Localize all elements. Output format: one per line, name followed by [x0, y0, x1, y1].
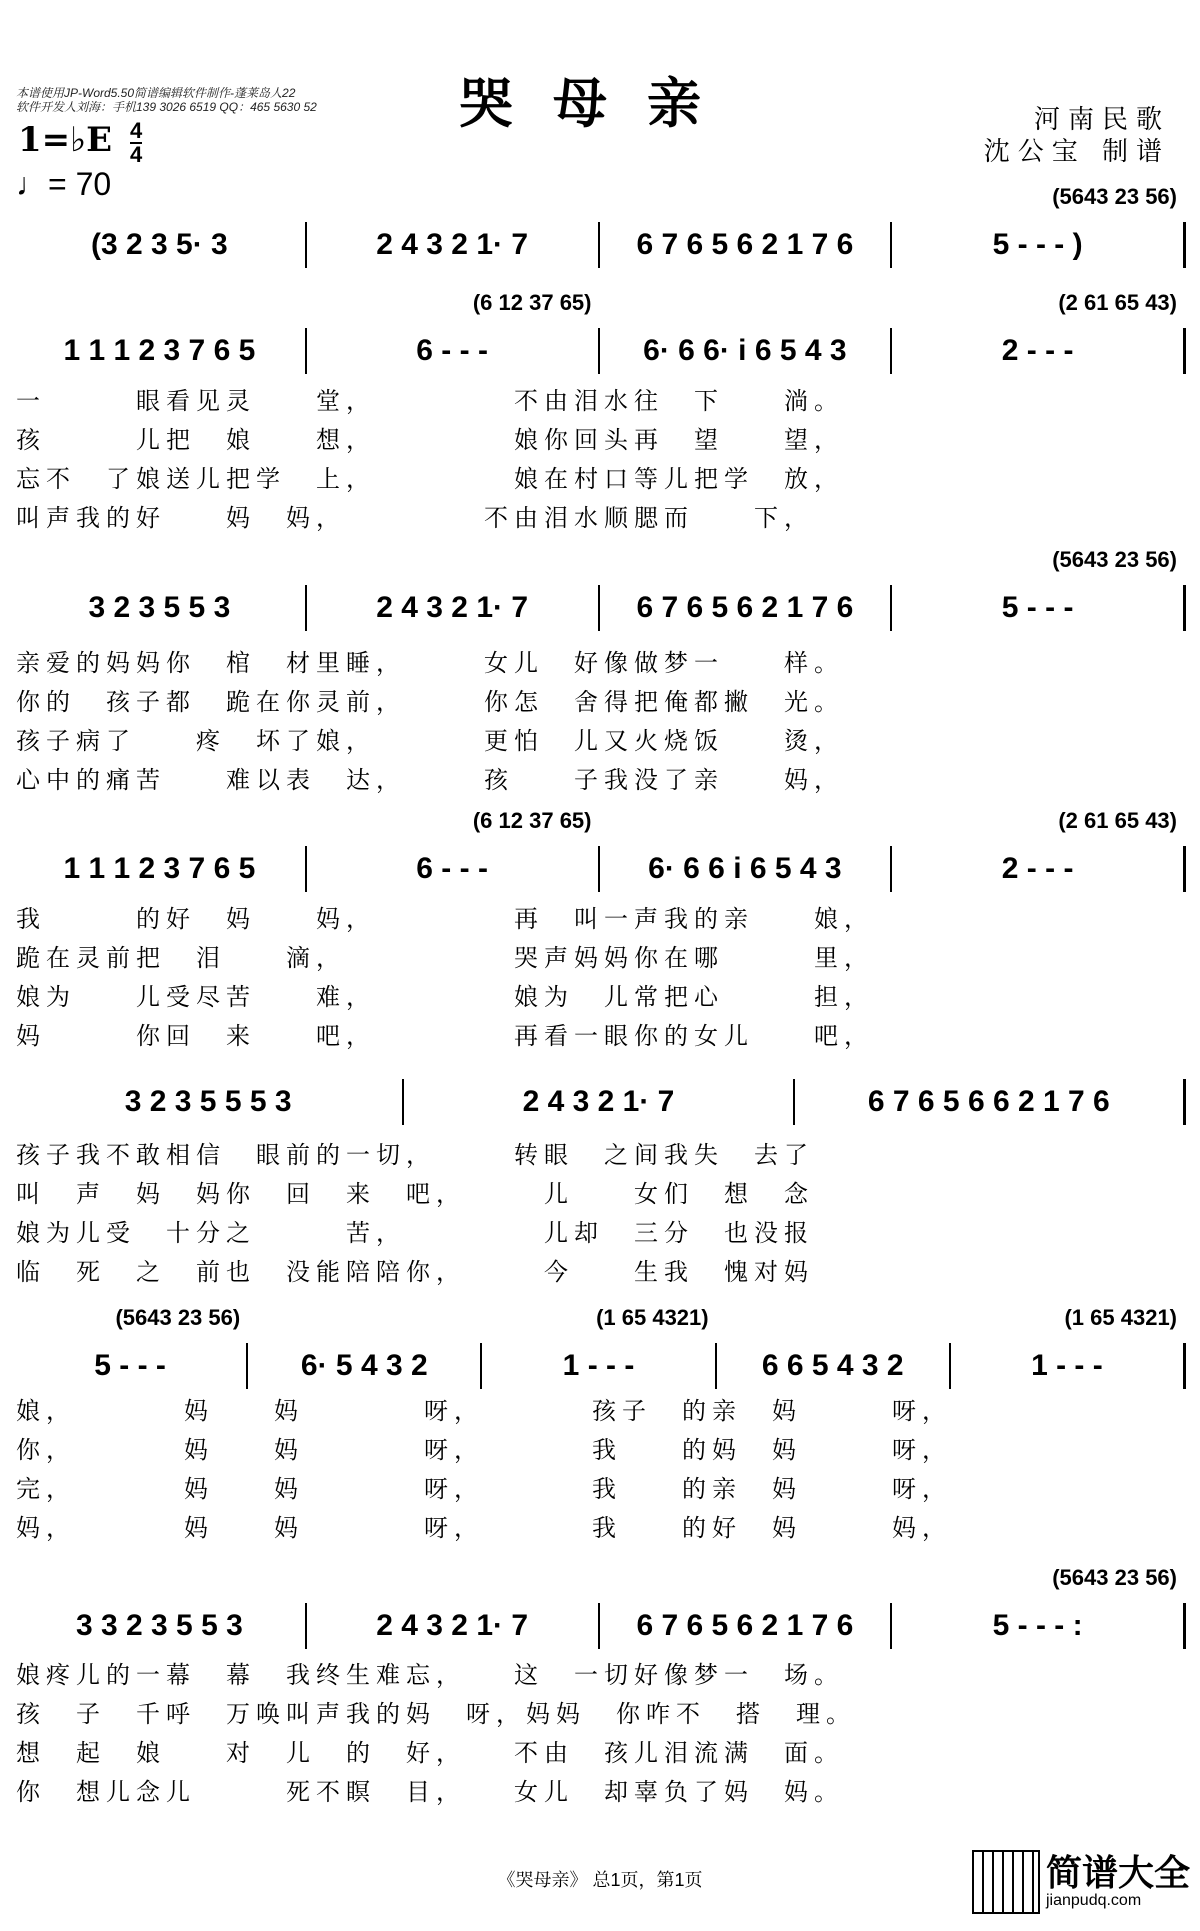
measure	[892, 808, 1186, 892]
credit-line: 软件开发人刘海：手机139 3026 6519 QQ：465 5630 52	[16, 100, 317, 114]
lyric-line-verse-3: 娘为 儿受尽苦 难， 娘为 儿常把心 担，	[16, 983, 874, 1011]
measure-notes: 1 - - -	[1031, 1349, 1103, 1382]
measure	[892, 290, 1186, 374]
measure	[307, 1603, 600, 1649]
lyric-line-verse-3: 忘不 了娘送儿把学 上， 娘在村口等儿把学 放，	[16, 465, 844, 493]
measure-notes: 1 - - -	[562, 1349, 635, 1382]
interlude-notes: (6 12 37 65)	[472, 290, 592, 315]
measure-notes: 6· 6 6· i 6 5 4 3	[643, 334, 847, 367]
interlude-notes: (5643 23 56)	[1052, 184, 1177, 209]
measure	[600, 846, 893, 892]
arranger: 沈公宝 制谱	[983, 137, 1170, 167]
interlude-notes: (6 12 37 65)	[472, 808, 592, 833]
measure	[248, 1343, 482, 1389]
measure-notes: 6· 5 4 3 2	[300, 1349, 428, 1382]
staff-system	[14, 1305, 1186, 1389]
measure-notes: 5 - - - :	[992, 1609, 1083, 1642]
interlude-notes: (1 65 4321)	[1064, 1305, 1178, 1330]
interlude-notes: (5643 23 56)	[115, 1305, 241, 1330]
lyric-line-verse-4: 心中的痛苦 难以表 达， 孩 子我没了亲 妈，	[16, 766, 844, 794]
tempo-marking: ♩= 70	[16, 166, 112, 202]
measure-notes: 5 - - - )	[992, 228, 1083, 261]
song-origin	[984, 104, 1170, 168]
measure	[717, 1343, 951, 1389]
measure	[600, 328, 893, 374]
measure	[14, 1079, 404, 1125]
lyric-line-verse-3: 想 起 娘 对 儿 的 好， 不由 孩儿泪流满 面。	[16, 1739, 844, 1767]
measure	[482, 1305, 716, 1389]
meter-top: 4	[130, 118, 143, 143]
measure	[795, 1079, 1186, 1125]
meter-bottom: 4	[130, 142, 143, 167]
logo-name: 简谱大全	[1045, 1852, 1190, 1893]
measure-notes: 6 6 5 4 3 2	[761, 1349, 904, 1382]
measure-notes: 2 - - -	[1001, 334, 1074, 367]
staff-system	[14, 290, 1186, 374]
site-logo	[972, 1850, 1190, 1914]
lyric-line-verse-3: 孩子病了 疼 坏了娘， 更怕 儿又火烧饭 烫，	[16, 727, 844, 755]
lyric-line-verse-4: 妈 你回 来 吧， 再看一眼你的女儿 吧，	[16, 1022, 874, 1050]
staff-system	[14, 547, 1186, 631]
interlude-notes: (2 61 65 43)	[1058, 808, 1177, 833]
measure	[951, 1305, 1186, 1389]
lyric-line-verse-1: 娘， 妈 妈 呀， 孩子 的亲 妈 呀，	[16, 1397, 952, 1425]
measure-notes: 6 7 6 5 6 6 2 1 7 6	[867, 1085, 1110, 1118]
lyric-line-verse-4: 妈， 妈 妈 呀， 我 的好 妈 妈，	[16, 1514, 952, 1542]
measure-notes: 3 3 2 3 5 5 3	[75, 1609, 243, 1642]
measure-notes: 2 4 3 2 1· 7	[376, 591, 529, 624]
measure	[307, 290, 600, 374]
logo-url: jianpudq.com	[1045, 1892, 1142, 1909]
staff-system	[14, 1079, 1186, 1125]
key-signature: 1=♭E	[18, 120, 113, 160]
time-signature	[130, 120, 142, 166]
measure	[307, 585, 600, 631]
measure	[14, 1305, 248, 1389]
lyric-line-verse-1: 亲爱的妈妈你 棺 材里睡， 女儿 好像做梦一 样。	[16, 649, 844, 677]
measure	[14, 585, 307, 631]
lyric-line-verse-2: 你的 孩子都 跪在你灵前， 你怎 舍得把俺都撇 光。	[16, 688, 844, 716]
interlude-notes: (5643 23 56)	[1052, 547, 1177, 572]
measure	[14, 1603, 307, 1649]
lyric-line-verse-4: 叫声我的好 妈 妈， 不由泪水顺腮而 下，	[16, 504, 814, 532]
measure	[14, 846, 307, 892]
measure	[600, 585, 893, 631]
measure	[892, 1565, 1186, 1649]
measure-notes: 6· 6 6 i 6 5 4 3	[648, 852, 842, 885]
measure-notes: 5 - - -	[94, 1349, 166, 1382]
lyric-line-verse-3: 娘为儿受 十分之 苦， 儿却 三分 也没报	[16, 1219, 814, 1247]
software-credit	[16, 86, 317, 114]
measure-notes: 3 2 3 5 5 3	[88, 591, 231, 624]
lyric-line-verse-4: 临 死 之 前也 没能陪陪你， 今 生我 愧对妈	[16, 1258, 814, 1286]
interlude-notes: (5643 23 56)	[1052, 1565, 1177, 1590]
measure-notes: 5 - - -	[1001, 591, 1074, 624]
staff-system	[14, 808, 1186, 892]
measure-notes: 1 1 1 2 3 7 6 5	[63, 334, 256, 367]
measure-notes: 3 2 3 5 5 5 3	[124, 1085, 292, 1118]
measure	[307, 808, 600, 892]
measure	[307, 222, 600, 268]
measure	[600, 222, 893, 268]
lyric-line-verse-2: 孩 子 千呼 万唤叫声我的妈 呀，妈妈 你咋不 搭 理。	[16, 1700, 856, 1728]
lyric-line-verse-3: 完， 妈 妈 呀， 我 的亲 妈 呀，	[16, 1475, 952, 1503]
measure-notes: 6 - - -	[416, 852, 488, 885]
origin-genre: 河南民歌	[1033, 105, 1170, 135]
lyric-line-verse-4: 你 想儿念儿 死不瞑 目， 女儿 却辜负了妈 妈。	[16, 1778, 844, 1806]
staff-system	[14, 1565, 1186, 1649]
measure	[600, 1603, 893, 1649]
measure	[14, 222, 307, 268]
lyric-line-verse-2: 跪在灵前把 泪 滴， 哭声妈妈你在哪 里，	[16, 944, 874, 972]
interlude-notes: (1 65 4321)	[596, 1305, 709, 1330]
piano-icon	[972, 1850, 1040, 1914]
song-title: 哭母亲	[459, 71, 741, 135]
measure	[892, 547, 1186, 631]
measure	[892, 184, 1186, 268]
measure-notes: 6 7 6 5 6 2 1 7 6	[636, 1609, 854, 1642]
interlude-notes: (2 61 65 43)	[1058, 290, 1177, 315]
lyric-line-verse-2: 孩 儿把 娘 想， 娘你回头再 望 望，	[16, 426, 844, 454]
measure-notes: 2 - - -	[1001, 852, 1074, 885]
measure-notes: 2 4 3 2 1· 7	[376, 228, 529, 261]
lyric-line-verse-2: 你， 妈 妈 呀， 我 的妈 妈 呀，	[16, 1436, 952, 1464]
measure-notes: 1 1 1 2 3 7 6 5	[63, 852, 256, 885]
lyric-line-verse-1: 一 眼看见灵 堂， 不由泪水往 下 淌。	[16, 387, 844, 415]
measure-notes: 2 4 3 2 1· 7	[376, 1609, 529, 1642]
lyric-line-verse-1: 孩子我不敢相信 眼前的一切， 转眼 之间我失 去了	[16, 1141, 814, 1169]
lyric-line-verse-2: 叫 声 妈 妈你 回 来 吧， 儿 女们 想 念	[16, 1180, 814, 1208]
credit-line: 本谱使用JP-Word5.50简谱编辑软件制作-蓬莱岛人22	[16, 86, 296, 100]
measure-notes: 6 - - -	[416, 334, 488, 367]
measure	[14, 328, 307, 374]
measure	[404, 1079, 794, 1125]
measure-notes: 2 4 3 2 1· 7	[522, 1085, 675, 1118]
measure-notes: 6 7 6 5 6 2 1 7 6	[636, 228, 854, 261]
lyric-line-verse-1: 我 的好 妈 妈， 再 叫一声我的亲 娘，	[16, 905, 874, 933]
measure-notes: 6 7 6 5 6 2 1 7 6	[636, 591, 854, 624]
measure-notes: (3 2 3 5· 3	[91, 228, 228, 261]
lyric-line-verse-1: 娘疼儿的一幕 幕 我终生难忘， 这 一切好像梦一 场。	[16, 1661, 844, 1689]
page-footer: 《哭母亲》 总1页，第1页	[497, 1870, 703, 1890]
